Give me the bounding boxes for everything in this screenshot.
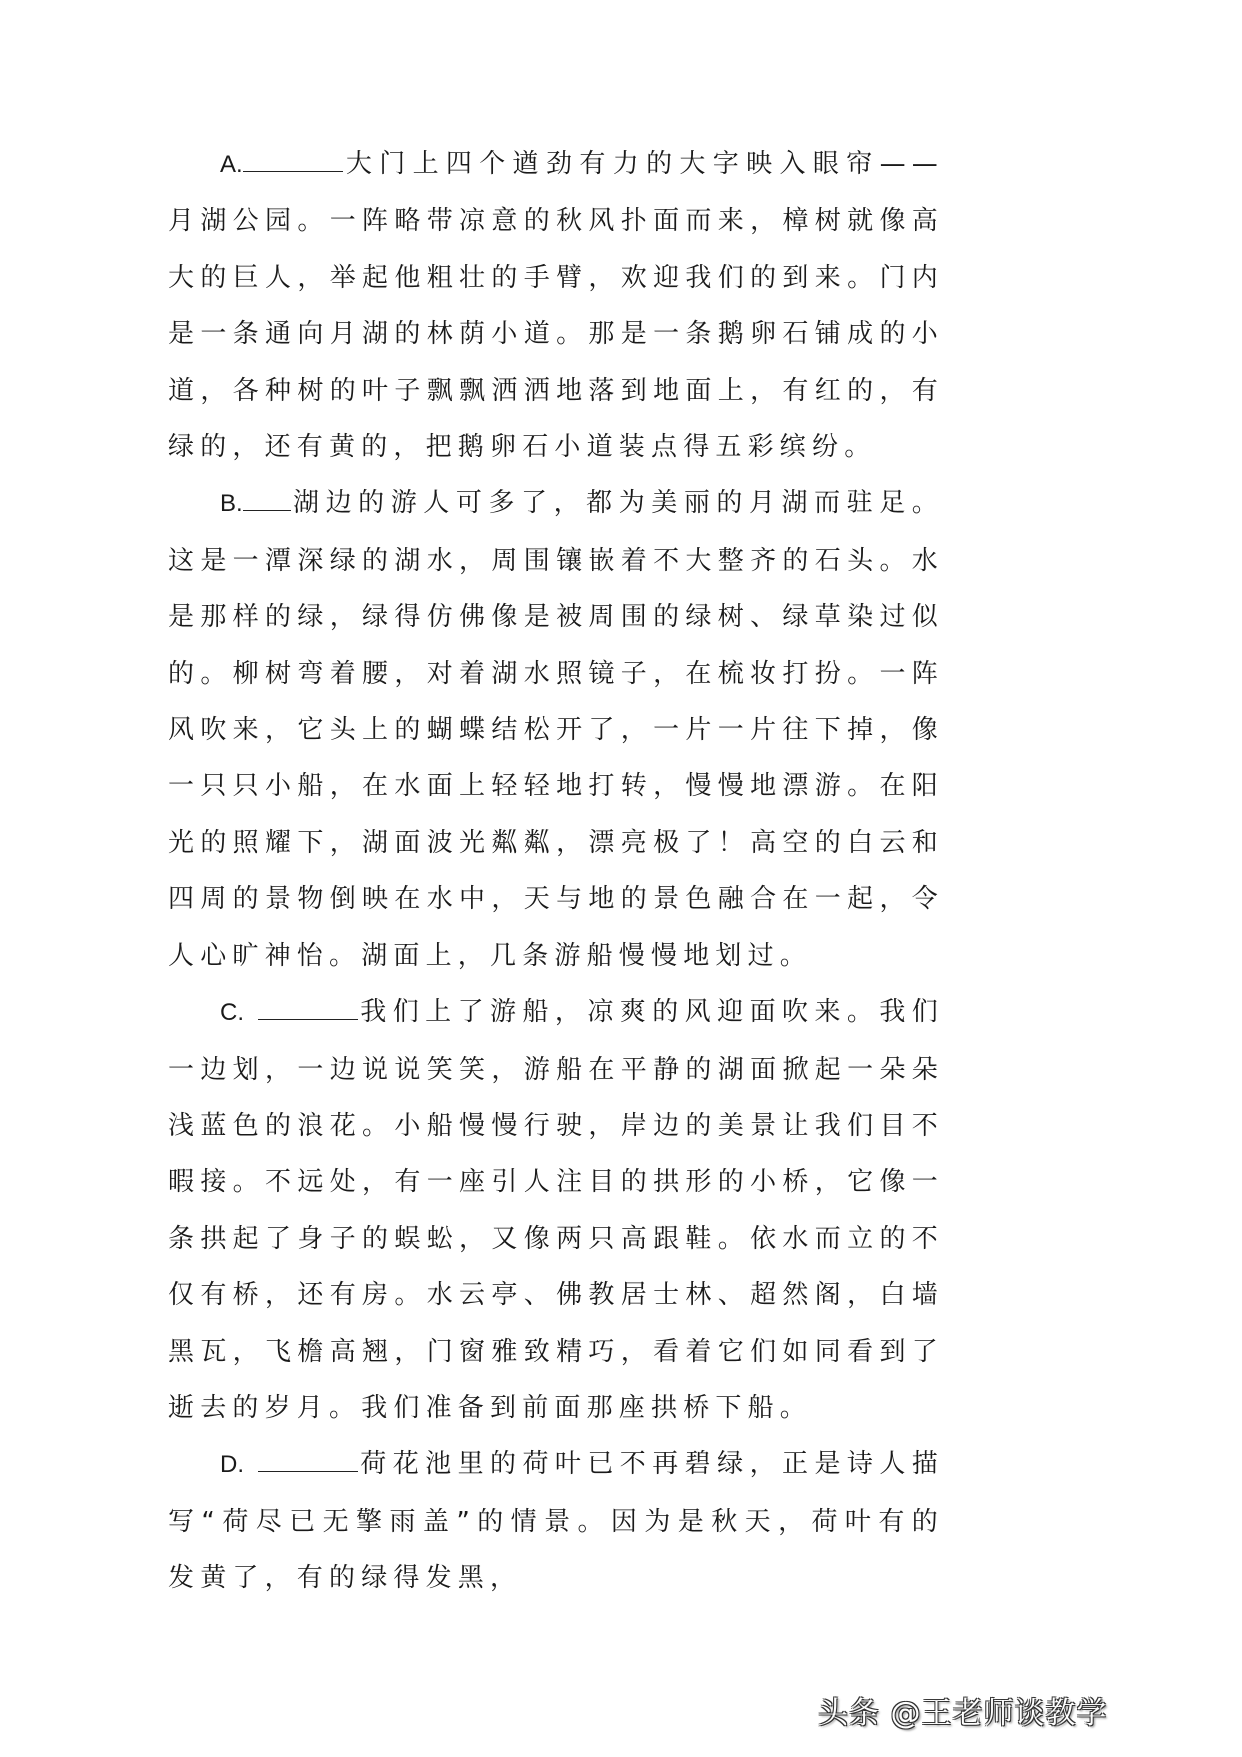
fill-in-blank [258,997,358,1020]
paragraph-b [168,475,944,984]
paragraph-label: D. [220,1451,244,1479]
paragraph-text: 大门上四个遒劲有力的大字映入眼帘——月湖公园。一阵略带凉意的秋风扑面而来，樟树就像高大的巨人，举起他粗壮的手臂，欢迎我们的到来。门内是一条通向月湖的林荫小道。那是一条鹅卵石铺成的小道，各种树的叶子飘飘洒洒地落到地面上，有红的，有绿的，还有黄的，把鹅卵石小道装点得五彩缤纷。 [168,149,944,463]
paragraph-text: 我们上了游船，凉爽的风迎面吹来。我们一边划，一边说说笑笑，游船在平静的湖面掀起一朵朵浅蓝色的浪花。小船慢慢行驶，岸边的美景让我们目不暇接。不远处，有一座引人注目的拱形的小桥，它像一条拱起了身子的蜈蚣，又像两只高跟鞋。依水而立的不仅有桥，还有房。水云亭、佛教居士林、超然阁，白墙黑瓦，飞檐高翘，门窗雅致精巧，看着它们如同看到了逝去的岁月。我们准备到前面那座拱桥下船。 [168,997,944,1423]
fill-in-blank [258,1449,358,1472]
paragraph-d [168,1436,944,1606]
watermark: 头条 @王老师谈教学 [818,1696,1108,1731]
paragraph-c [168,984,944,1436]
fill-in-blank [243,488,291,511]
fill-in-blank [243,149,343,172]
paragraph-label: B. [220,490,243,518]
paragraph-a [168,136,944,475]
paragraph-text: 荷花池里的荷叶已不再碧绿，正是诗人描写“荷尽已无擎雨盖”的情景。因为是秋天，荷叶有的发黄了，有的绿得发黑， [168,1449,944,1594]
document-page [168,136,944,1607]
paragraph-text: 湖边的游人可多了，都为美丽的月湖而驻足。这是一潭深绿的湖水，周围镶嵌着不大整齐的石头。水是那样的绿，绿得仿佛像是被周围的绿树、绿草染过似的。柳树弯着腰，对着湖水照镜子，在梳妆打扮。一阵风吹来，它头上的蝴蝶结松开了，一片一片往下掉，像一只只小船，在水面上轻轻地打转，慢慢地漂游。在阳光的照耀下，湖面波光粼粼，漂亮极了！高空的白云和四周的景物倒映在水中，天与地的景色融合在一起，令人心旷神怡。湖面上，几条游船慢慢地划过。 [168,488,944,971]
paragraph-label: A. [220,151,243,178]
paragraph-label: C. [220,999,244,1027]
